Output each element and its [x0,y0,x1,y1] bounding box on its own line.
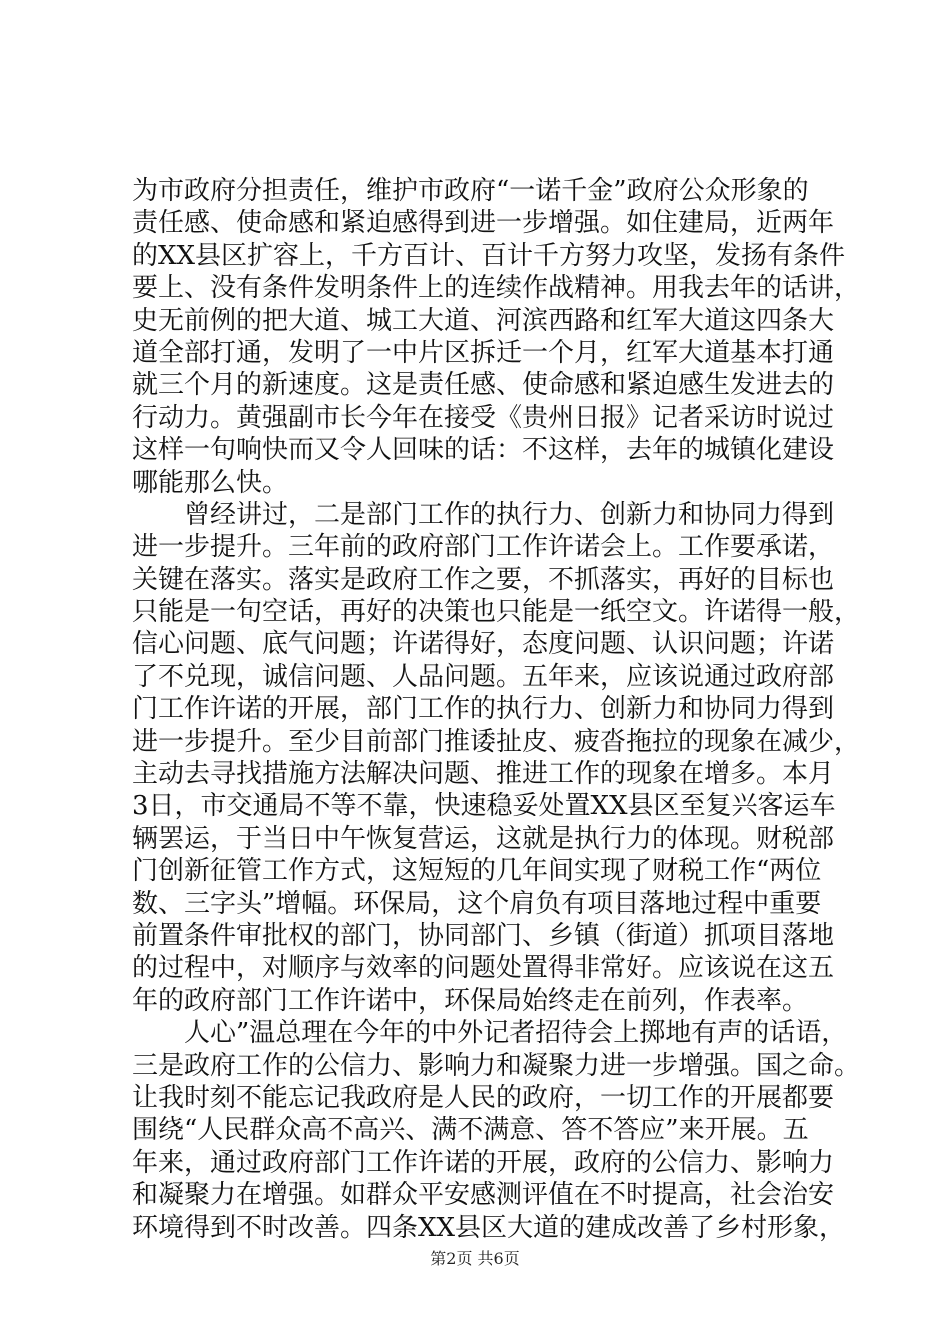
text-line: 门工作许诺的开展，部门工作的执行力、创新力和协同力得到 [132,694,835,725]
text-line: 了不兑现，诚信问题、人品问题。五年来，应该说通过政府部 [132,661,835,692]
text-line: 责任感、使命感和紧迫感得到进一步增强。如住建局，近两年 [132,208,835,239]
text-line: 关键在落实。落实是政府工作之要，不抓落实，再好的目标也 [132,564,835,595]
text-line: 就三个月的新速度。这是责任感、使命感和紧迫感生发进去的 [132,370,835,401]
text-line: 围绕“人民群众高不高兴、满不满意、答不答应”来开展。五 [132,1115,809,1146]
text-line: 的XX县区扩容上，千方百计、百计千方努力攻坚，发扬有条件 [132,240,846,271]
text-line: 主动去寻找措施方法解决问题、推进工作的现象在增多。本月 [132,759,835,790]
text-line: 让我时刻不能忘记我政府是人民的政府，一切工作的开展都要 [132,1082,835,1113]
document-body [132,175,861,1244]
page-footer: 第2页 共6页 [430,1249,520,1268]
text-line: 行动力。黄强副市长今年在接受《贵州日报》记者采访时说过 [132,402,835,433]
text-line: 前置条件审批权的部门，协同部门、乡镇（街道）抓项目落地 [132,920,835,951]
text-line: 曾经讲过，二是部门工作的执行力、创新力和协同力得到 [132,499,835,530]
text-line: 辆罢运，于当日中午恢复营运，这就是执行力的体现。财税部 [132,823,835,854]
text-line: 和凝聚力在增强。如群众平安感测评值在不时提高，社会治安 [132,1180,835,1211]
text-line: 年的政府部门工作许诺中，环保局始终走在前列，作表率。 [132,985,809,1016]
text-line: 为市政府分担责任，维护市政府“一诺千金”政府公众形象的 [132,176,809,206]
text-line: 进一步提升。三年前的政府部门工作许诺会上。工作要承诺， [132,532,835,563]
text-line: 的过程中，对顺序与效率的问题处置得非常好。应该说在这五 [132,953,835,984]
text-line: 门创新征管工作方式，这短短的几年间实现了财税工作“两位 [132,856,822,887]
text-line: 三是政府工作的公信力、影响力和凝聚力进一步增强。国之命。 [132,1050,861,1081]
text-line: 信心问题、底气问题；许诺得好，态度问题、认识问题；许诺 [132,629,835,660]
text-line: 这样一句响快而又令人回味的话：不这样，去年的城镇化建设 [132,435,835,466]
text-line: 只能是一句空话，再好的决策也只能是一纸空文。许诺得一般， [132,597,861,628]
text-line: 环境得到不时改善。四条XX县区大道的建成改善了乡村形象， [132,1212,846,1243]
text-line: 史无前例的把大道、城工大道、河滨西路和红军大道这四条大 [132,305,835,336]
text-line: 3日，市交通局不等不靠，快速稳妥处置XX县区至复兴客运车 [132,791,836,822]
text-line: 进一步提升。至少目前部门推诿扯皮、疲沓拖拉的现象在减少， [132,726,861,757]
text-line: 道全部打通，发明了一中片区拆迁一个月，红军大道基本打通 [132,337,835,368]
text-line: 哪能那么快。 [132,467,289,498]
text-line: 年来，通过政府部门工作许诺的开展，政府的公信力、影响力 [132,1147,835,1178]
text-line: 人心”温总理在今年的中外记者招待会上掷地有声的话语， [132,1018,848,1049]
text-line: 要上、没有条件发明条件上的连续作战精神。用我去年的话讲， [132,273,861,304]
text-line: 数、三字头”增幅。环保局，这个肩负有项目落地过程中重要 [132,888,822,919]
